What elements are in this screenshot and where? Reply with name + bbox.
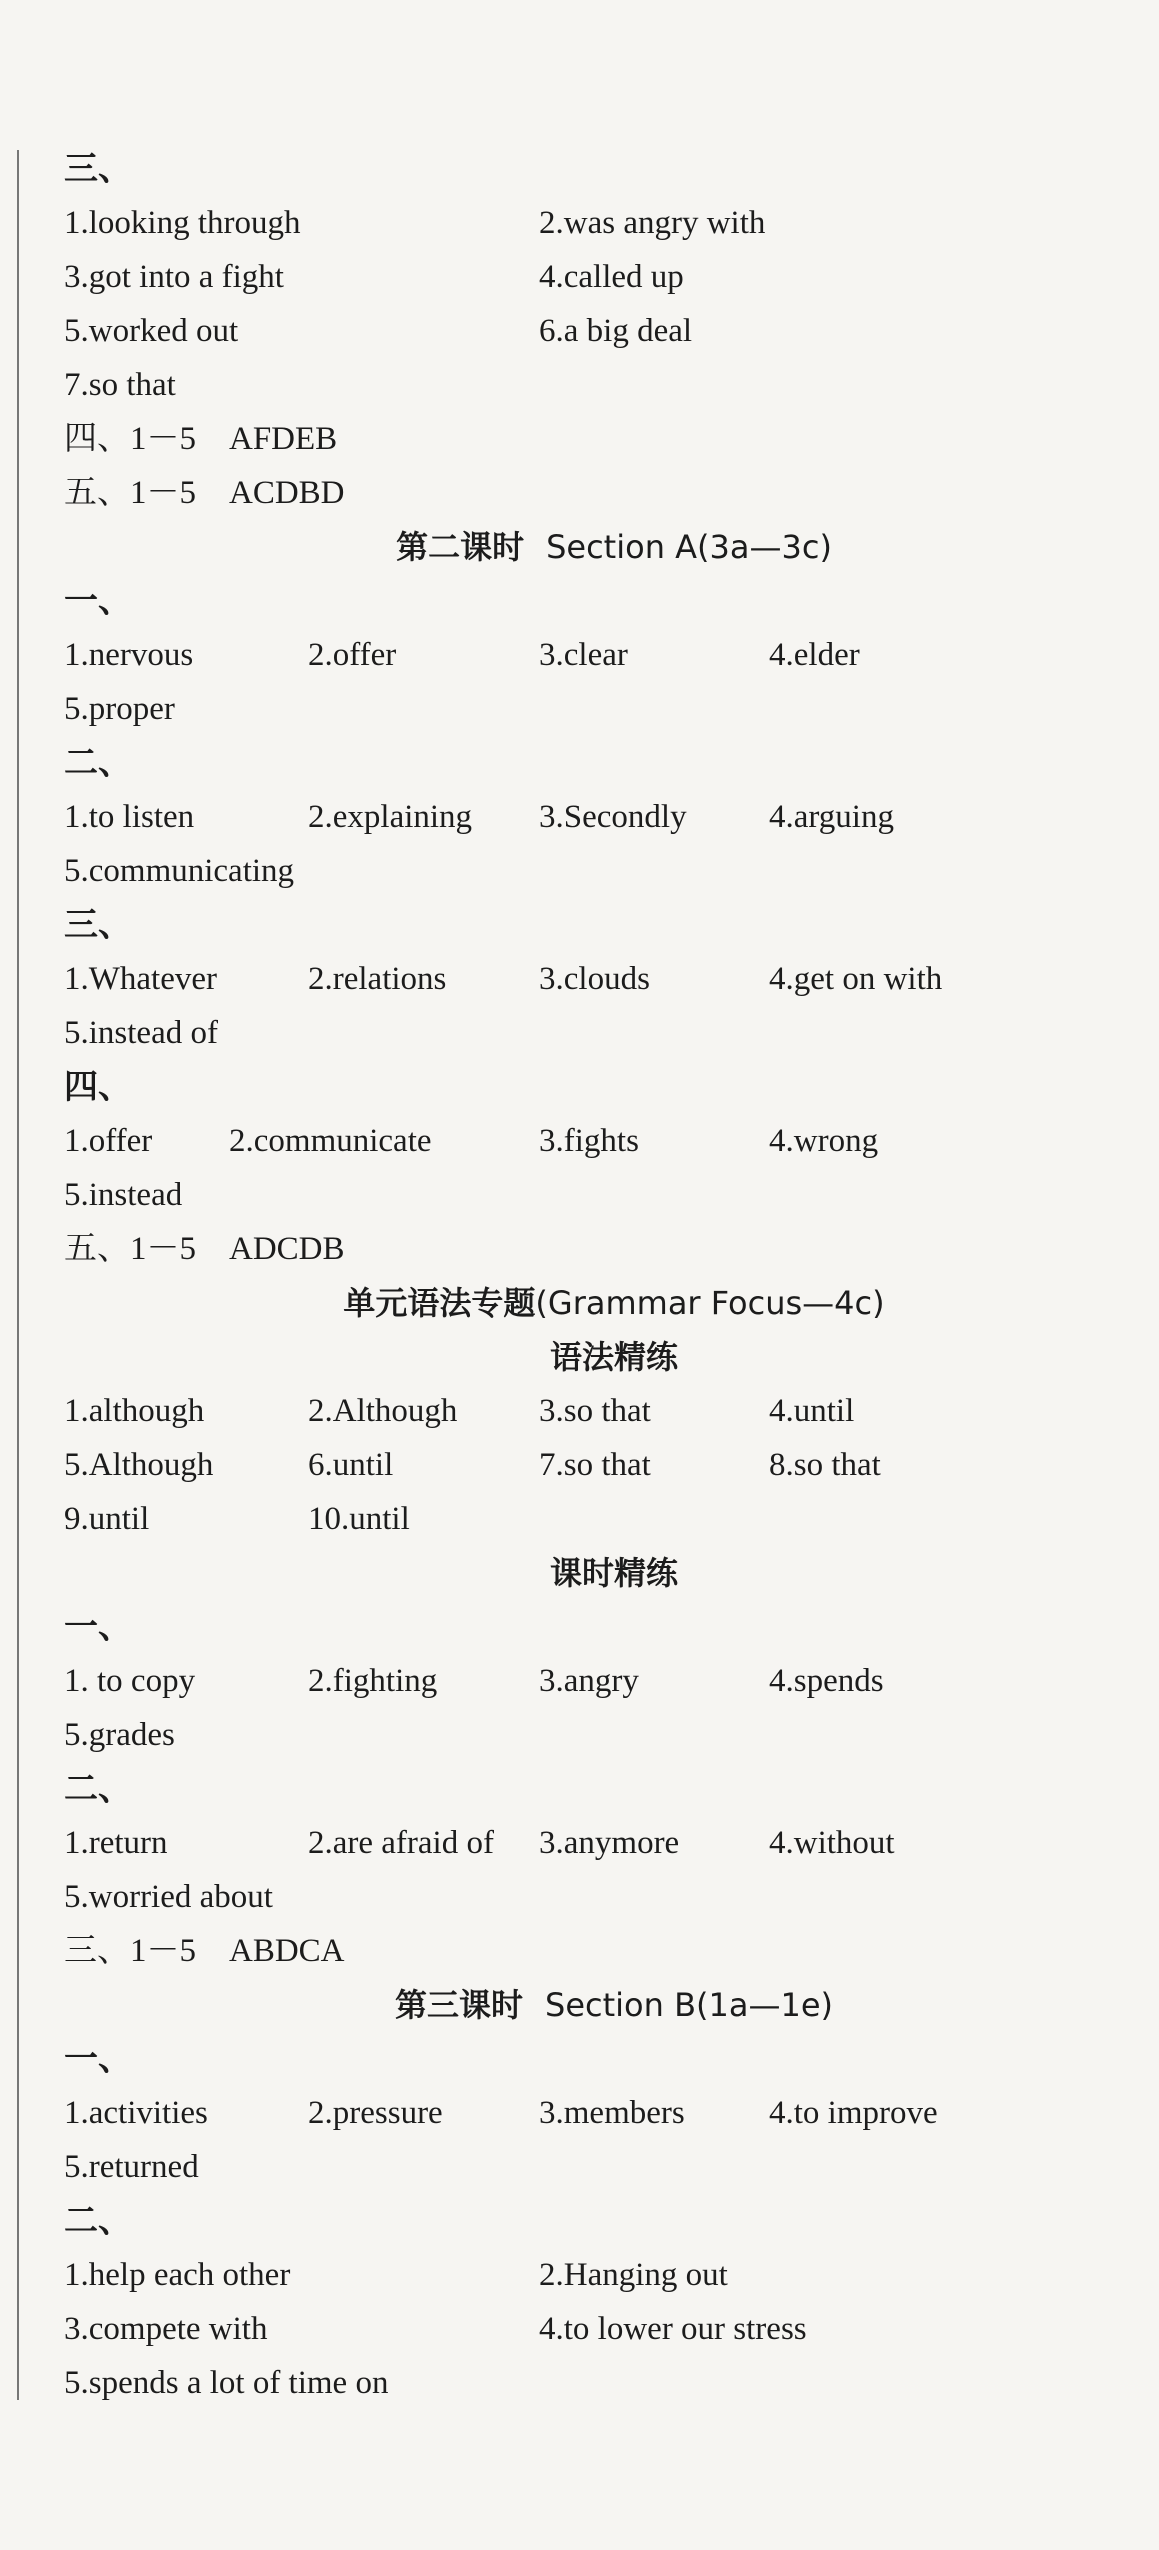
answer-row: 5.proper (64, 691, 175, 727)
answer-item: 1.to listen (64, 799, 195, 835)
answer-item: 1.offer (64, 1123, 153, 1159)
answer-item: 9.until (64, 1501, 150, 1537)
answer-item: 5.worked out (64, 313, 239, 349)
lesson-title-cn: 单元语法专题 (343, 1284, 536, 1322)
answer-row (64, 1114, 1124, 1168)
answer-row (64, 628, 1124, 682)
lesson-title (64, 520, 1124, 574)
answer-row (64, 2248, 1124, 2302)
answer-item: 5.Although (64, 1447, 214, 1483)
section-heading: 四、 (64, 1067, 132, 1107)
section-heading: 二、 (64, 743, 132, 783)
answer-item: 2.relations (308, 961, 447, 997)
answer-item: 2.offer (308, 637, 397, 673)
answer-row (64, 790, 1124, 844)
lesson-title-cn: 第三课时 (394, 1986, 523, 2024)
section-heading: 三、 (64, 149, 132, 189)
answer-line: 五、1－5 ACDBD (64, 475, 345, 511)
answer-row (64, 1384, 1124, 1438)
answer-item: 7.so that (539, 1447, 651, 1483)
answer-item: 1.activities (64, 2095, 208, 2131)
answer-row (64, 2302, 1124, 2356)
subsection-title: 课时精练 (549, 1554, 678, 1592)
answer-row (64, 952, 1124, 1006)
answer-item: 4.without (769, 1825, 895, 1861)
answer-item: 4.until (769, 1393, 855, 1429)
answer-row: 5.spends a lot of time on (64, 2365, 389, 2401)
answer-item: 3.members (539, 2095, 685, 2131)
answer-item: 6.a big deal (539, 313, 693, 349)
answer-item: 2.Although (308, 1393, 458, 1429)
answer-item: 2.fighting (308, 1663, 438, 1699)
section-heading: 一、 (64, 2039, 132, 2079)
lesson-title-en: (Grammar Focus—4c) (535, 1284, 885, 1322)
lesson-title (64, 1276, 1124, 1330)
answer-item: 2.are afraid of (308, 1825, 494, 1861)
answer-item: 10.until (308, 1501, 410, 1537)
answer-row (64, 196, 1124, 250)
answer-item: 3.clouds (539, 961, 650, 997)
answer-item: 4.get on with (769, 961, 943, 997)
answer-line: 三、1－5 ABDCA (64, 1933, 345, 1969)
answer-row (64, 2086, 1124, 2140)
answer-line: 五、1－5 ADCDB (64, 1231, 345, 1267)
answer-line: 四、1－5 AFDEB (64, 421, 338, 457)
answer-item: 3.fights (539, 1123, 639, 1159)
answer-content (64, 142, 1124, 2410)
answer-row (64, 1438, 1124, 1492)
lesson-title-en: Section A(3a—3c) (546, 528, 832, 566)
answer-item: 2.explaining (308, 799, 473, 835)
section-heading: 三、 (64, 905, 132, 945)
answer-item: 1.help each other (64, 2257, 291, 2293)
answer-item: 3.angry (539, 1663, 639, 1699)
answer-row (64, 250, 1124, 304)
answer-row: 7.so that (64, 367, 176, 403)
answer-item: 1.return (64, 1825, 168, 1861)
answer-item: 3.anymore (539, 1825, 680, 1861)
answer-item: 1.Whatever (64, 961, 217, 997)
answer-item: 6.until (308, 1447, 394, 1483)
answer-row: 5.grades (64, 1717, 175, 1753)
answer-item: 4.arguing (769, 799, 894, 835)
section-heading: 一、 (64, 1607, 132, 1647)
answer-item: 4.spends (769, 1663, 884, 1699)
answer-item: 4.to lower our stress (539, 2311, 807, 2347)
answer-item: 1.nervous (64, 637, 194, 673)
lesson-title (64, 1978, 1124, 2032)
answer-row (64, 1492, 1124, 1546)
answer-row: 5.returned (64, 2149, 199, 2185)
answer-item: 2.pressure (308, 2095, 443, 2131)
answer-item: 3.Secondly (539, 799, 687, 835)
lesson-title-cn: 第二课时 (396, 528, 525, 566)
answer-item: 3.compete with (64, 2311, 268, 2347)
answer-item: 1.although (64, 1393, 205, 1429)
answer-row (64, 1816, 1124, 1870)
answer-item: 3.so that (539, 1393, 651, 1429)
answer-item: 1. to copy (64, 1663, 196, 1699)
answer-item: 4.elder (769, 637, 860, 673)
answer-row: 5.worried about (64, 1879, 273, 1915)
subsection-title: 语法精练 (549, 1338, 678, 1376)
answer-row (64, 304, 1124, 358)
answer-item: 4.called up (539, 259, 684, 295)
answer-item: 1.looking through (64, 205, 301, 241)
answer-item: 2.communicate (229, 1123, 432, 1159)
answer-row: 5.communicating (64, 853, 295, 889)
section-heading: 二、 (64, 2201, 132, 2241)
answer-row: 5.instead (64, 1177, 183, 1213)
answer-row: 5.instead of (64, 1015, 218, 1051)
lesson-title-en: Section B(1a—1e) (545, 1986, 833, 2024)
answer-item: 3.clear (539, 637, 628, 673)
answer-item: 2.was angry with (539, 205, 766, 241)
margin-line (17, 150, 19, 2400)
section-heading: 二、 (64, 1769, 132, 1809)
answer-item: 8.so that (769, 1447, 881, 1483)
answer-item: 2.Hanging out (539, 2257, 728, 2293)
answer-item: 4.wrong (769, 1123, 879, 1159)
answer-row (64, 1654, 1124, 1708)
section-heading: 一、 (64, 581, 132, 621)
answer-item: 3.got into a fight (64, 259, 284, 295)
answer-item: 4.to improve (769, 2095, 938, 2131)
